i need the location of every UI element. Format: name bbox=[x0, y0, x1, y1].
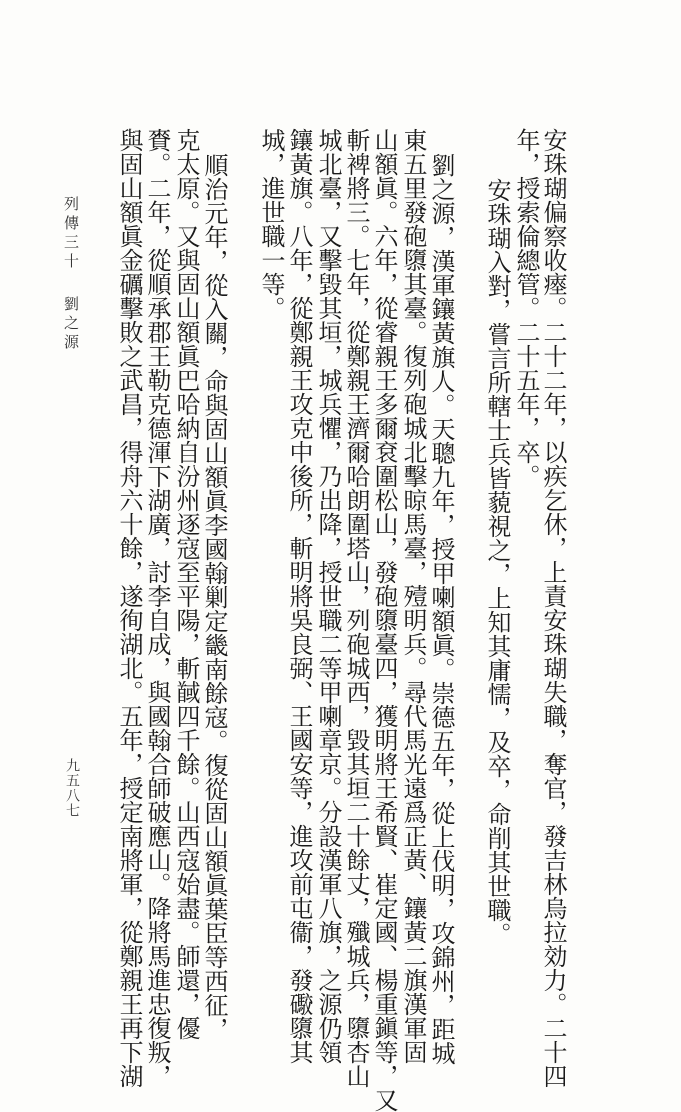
text-column-10: 城，進世職一等。 bbox=[257, 128, 285, 320]
text-column-2: 年，授索倫總管。二十五年，卒。 bbox=[512, 128, 540, 488]
page-number: 九五八七 bbox=[64, 758, 80, 818]
text-column-5: 東五里發砲隳其臺。復列砲城北擊晾馬臺，殪明兵。尋代馬光遠爲正黃、鑲黃二旗漢軍固 bbox=[399, 128, 427, 1064]
text-column-4: 劉之源，漢軍鑲黃旗人。天聰九年，授甲喇額眞。崇德五年，從上伐明，攻錦州，距城 bbox=[427, 153, 455, 1065]
text-column-8: 城北臺，又擊毀其垣，城兵懼，乃出降，授世職二等甲喇章京。分設漢軍八旗，之源仍領 bbox=[314, 128, 342, 1064]
text-column-14: 與固山額眞金礪擊敗之武昌，得舟六十餘，遂徇湖北。五年，授定南將軍，從鄭親王再下湖 bbox=[115, 128, 143, 1088]
text-column-1: 安珠瑚偏察收瘞。二十二年，以疾乞休，上責安珠瑚失職，奪官，發吉林烏拉効力。二十四 bbox=[539, 128, 567, 1088]
text-column-6: 山額眞。六年，從睿親王多爾袞圍松山，發砲隳臺四，獲明將王希賢、崔定國、楊重鎭等，又 bbox=[370, 128, 398, 1112]
running-header-subject: 劉之源 bbox=[62, 296, 80, 353]
text-column-7: 斬裨將三。七年，從鄭親王濟爾哈朗圍塔山，列砲城西，毀其垣二十餘丈，殲城兵，隳杏山 bbox=[342, 128, 370, 1088]
text-column-11: 順治元年，從入關，命與固山額眞李國翰剿定畿南餘寇。復從固山額眞葉臣等西征， bbox=[200, 153, 228, 1041]
text-column-3: 安珠瑚入對，嘗言所轄士兵皆藐視之，上知其庸懦，及卒，命削其世職。 bbox=[483, 178, 511, 946]
text-column-12: 克太原。又與固山額眞巴哈納自汾州逐寇至平陽，斬馘四千餘。山西寇始盡。師還，優 bbox=[172, 128, 200, 1040]
text-column-9: 鑲黃旗。八年，從鄭親王攻克中後所，斬明將吳良弼、王國安等，進攻前屯衞，發礮隳其 bbox=[285, 128, 313, 1064]
running-header-book: 列傳三十 bbox=[62, 196, 80, 272]
text-column-13: 賚。二年，從順承郡王勒克德渾下湖廣，討李自成，與國翰合師破應山。降將馬進忠復叛， bbox=[143, 128, 171, 1088]
